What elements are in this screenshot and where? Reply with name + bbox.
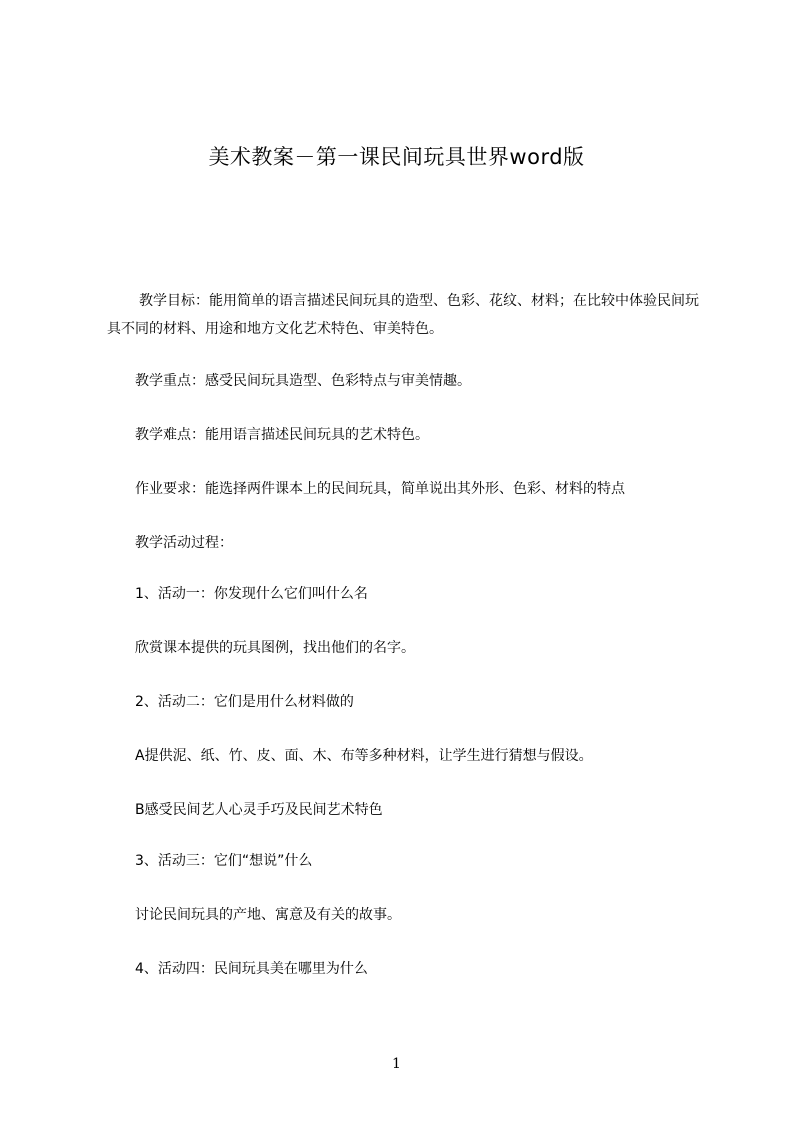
activity-two-heading: 2、活动二：它们是用什么材料做的	[135, 694, 354, 710]
document-title: 美术教案－第一课民间玩具世界word版	[208, 145, 585, 169]
activity-four-heading: 4、活动四：民间玩具美在哪里为什么	[135, 961, 368, 977]
teaching-difficulty-paragraph: 教学难点：能用语言描述民间玩具的艺术特色。	[135, 427, 429, 443]
homework-requirement-paragraph: 作业要求：能选择两件课本上的民间玩具，简单说出其外形、色彩、材料的特点	[135, 481, 625, 497]
activity-three-heading: 3、活动三：它们“想说”什么	[135, 853, 313, 869]
activity-one-detail: 欣赏课本提供的玩具图例，找出他们的名字。	[135, 640, 415, 656]
teaching-process-heading: 教学活动过程：	[135, 535, 233, 551]
activity-one-heading: 1、活动一：你发现什么它们叫什么名	[135, 586, 368, 602]
teaching-goal-paragraph: 教学目标：能用简单的语言描述民间玩具的造型、色彩、花纹、材料；在比较中体验民间玩具不同的材料、用途和地方文化艺术特色、审美特色。	[107, 293, 699, 337]
activity-two-point-b: B感受民间艺人心灵手巧及民间艺术特色	[135, 802, 383, 818]
activity-two-point-a: A提供泥、纸、竹、皮、面、木、布等多种材料，让学生进行猜想与假设。	[135, 748, 593, 764]
teaching-key-point-paragraph: 教学重点：感受民间玩具造型、色彩特点与审美情趣。	[135, 373, 471, 389]
activity-three-detail: 讨论民间玩具的产地、寓意及有关的故事。	[135, 907, 401, 923]
page-number: 1	[392, 1056, 401, 1072]
